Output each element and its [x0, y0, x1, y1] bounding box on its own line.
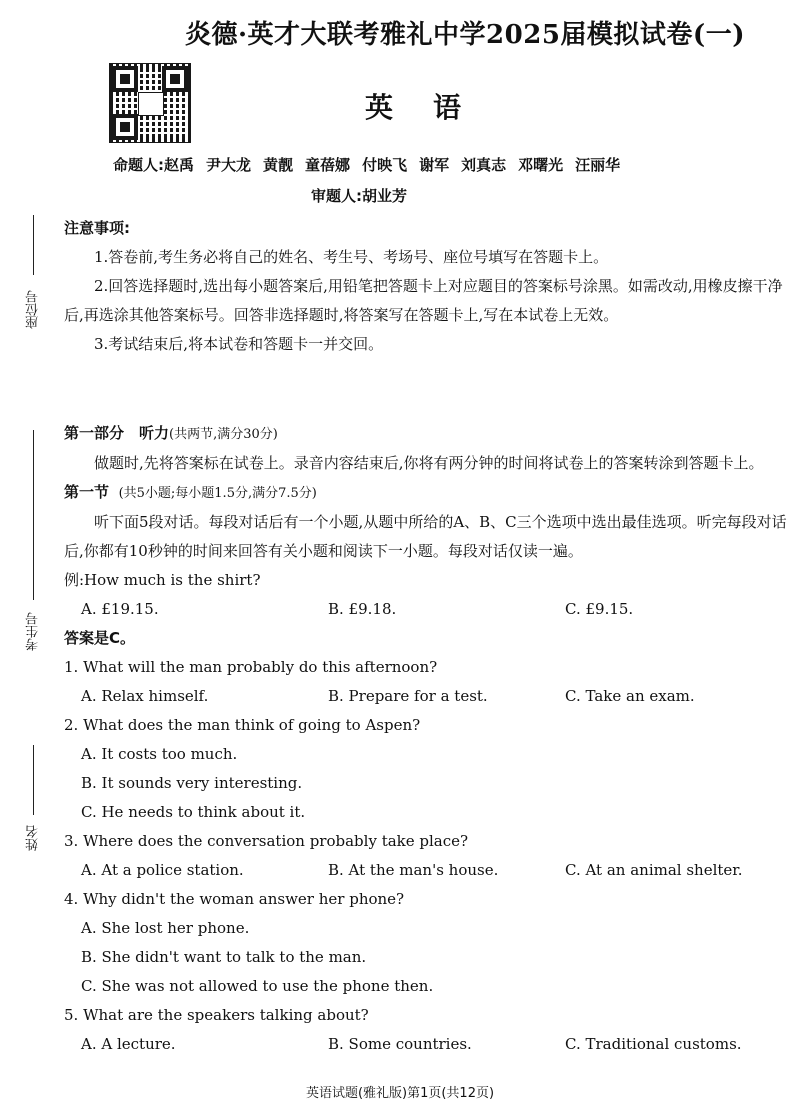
- option: A. She lost her phone.: [81, 919, 250, 937]
- example-options: [64, 595, 790, 624]
- setter-name: 汪丽华: [575, 156, 621, 174]
- notice-item: 3.考试结束后,将本试卷和答题卡一并交回。: [94, 335, 384, 353]
- setter-name: 邓曙光: [518, 156, 564, 174]
- example-answer: 答案是C。: [64, 629, 136, 647]
- part-one-note: (共两节,满分30分): [169, 427, 278, 442]
- setter-name: 赵禹: [164, 156, 195, 174]
- option: A. It costs too much.: [81, 745, 238, 763]
- setter-name: 刘真志: [461, 156, 507, 174]
- setters-label: 命题人:: [113, 156, 164, 174]
- example-question: 例:How much is the shirt?: [64, 571, 261, 589]
- setter-name: 尹大龙: [206, 156, 252, 174]
- option: C. She was not allowed to use the phone then.: [81, 977, 434, 995]
- option: B. At the man's house.: [328, 861, 499, 879]
- option: B. Prepare for a test.: [328, 687, 488, 705]
- setter-name: 谢军: [419, 156, 450, 174]
- option: A. A lecture.: [81, 1035, 176, 1053]
- seat-number-label: 座位号: [26, 290, 41, 329]
- setter-name: 童蓓娜: [305, 156, 351, 174]
- option: C. Traditional customs.: [565, 1035, 742, 1053]
- option: C. £9.15.: [565, 600, 634, 618]
- qr-code-icon: [109, 63, 191, 143]
- option: B. £9.18.: [328, 600, 397, 618]
- question-setters: [113, 154, 620, 175]
- option: B. It sounds very interesting.: [81, 774, 303, 792]
- option: A. £19.15.: [81, 600, 159, 618]
- binding-line: [33, 430, 34, 600]
- section-one-title: 第一节: [64, 483, 110, 501]
- subject-title: 英语: [365, 91, 502, 124]
- question: 5. What are the speakers talking about?: [64, 1006, 369, 1024]
- part-one-title: 第一部分 听力: [64, 424, 170, 442]
- option: B. Some countries.: [328, 1035, 472, 1053]
- option: A. Relax himself.: [81, 687, 209, 705]
- exam-title: 炎德·英才大联考雅礼中学2025届模拟试卷(一): [185, 20, 746, 50]
- part-one-section: [64, 419, 790, 1059]
- section-one-note: (共5小题;每小题1.5分,满分7.5分): [118, 486, 317, 501]
- notice-title: 注意事项:: [64, 219, 130, 237]
- part-one-intro: 做题时,先将答案标在试卷上。录音内容结束后,你将有两分钟的时间将试卷上的答案转涂到答题卡上。: [94, 454, 764, 472]
- question: 3. Where does the conversation probably take place?: [64, 832, 469, 850]
- exam-number-label: 考生号: [26, 612, 41, 651]
- option: A. At a police station.: [81, 861, 244, 879]
- notice-section: [64, 214, 790, 359]
- reviewer: 审题人:胡业芳: [311, 187, 407, 205]
- question-options: [64, 856, 790, 885]
- setter-name: 黄靓: [263, 156, 294, 174]
- notice-item: 2.回答选择题时,选出每小题答案后,用铅笔把答题卡上对应题目的答案标号涂黑。如需改动,用橡皮擦干净后,再选涂其他答案标号。回答非选择题时,将答案写在答题卡上,写在本试卷上无效。: [64, 277, 783, 324]
- question-options: [64, 1030, 790, 1059]
- option: C. Take an exam.: [565, 687, 695, 705]
- question: 4. Why didn't the woman answer her phone?: [64, 890, 405, 908]
- page-footer: 英语试题(雅礼版)第1页(共12页): [305, 1086, 495, 1101]
- question: 2. What does the man think of going to Aspen?: [64, 716, 421, 734]
- question: 1. What will the man probably do this afternoon?: [64, 658, 438, 676]
- option: C. He needs to think about it.: [81, 803, 306, 821]
- section-one-intro: 听下面5段对话。每段对话后有一个小题,从题中所给的A、B、C三个选项中选出最佳选项。听完每段对话后,你都有10秒钟的时间来回答有关小题和阅读下一小题。每段对话仅读一遍。: [64, 513, 787, 560]
- setter-name: 付映飞: [362, 156, 408, 174]
- option: B. She didn't want to talk to the man.: [81, 948, 367, 966]
- name-label: 姓名: [26, 825, 41, 851]
- binding-line: [33, 215, 34, 275]
- notice-item: 1.答卷前,考生务必将自己的姓名、考生号、考场号、座位号填写在答题卡上。: [94, 248, 609, 266]
- question-options: [64, 682, 790, 711]
- binding-line: [33, 745, 34, 815]
- option: C. At an animal shelter.: [565, 861, 743, 879]
